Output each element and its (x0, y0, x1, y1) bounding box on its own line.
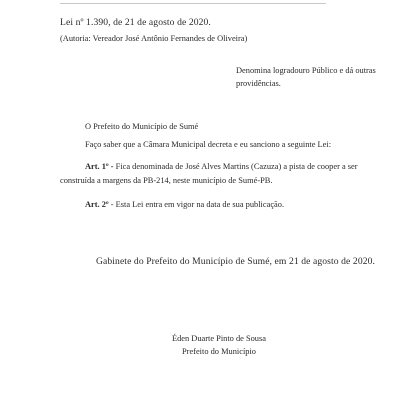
law-heading: Lei nº 1.390, de 21 de agosto de 2020. (60, 17, 211, 28)
top-rule (60, 3, 326, 4)
article-1-text-1: Fica denominada de José Alves Martins (Cazuza) a pista de cooper a ser (113, 162, 358, 171)
signer-title: Prefeito do Município (182, 347, 256, 356)
preamble-title: O Prefeito do Município de Sumé (85, 122, 199, 131)
signer-name: Éden Duarte Pinto de Sousa (172, 334, 266, 343)
article-1-line-1 (85, 162, 358, 173)
article-2 (85, 200, 284, 211)
ementa-line-2: providências. (236, 79, 281, 88)
article-2-text: - Esta Lei entra em vigor na data de sua publicação. (108, 200, 285, 209)
article-1-label: Art. 1º - (85, 162, 114, 171)
ementa-line-1: Denomina logradouro Público e dá outras (236, 66, 376, 75)
article-2-label: Art. 2º (85, 200, 109, 209)
closing-line: Gabinete do Prefeito do Município de Sumé, em 21 de agosto de 2020. (96, 256, 376, 267)
preamble-text: Faço saber que a Câmara Municipal decreta e eu sanciono a seguinte Lei: (85, 140, 332, 149)
author-line: (Autoria: Vereador José Antônio Fernandes de Oliveira) (60, 34, 248, 43)
article-1-line-2: construída a margens da PB-214, neste município de Sumé-PB. (60, 176, 273, 185)
